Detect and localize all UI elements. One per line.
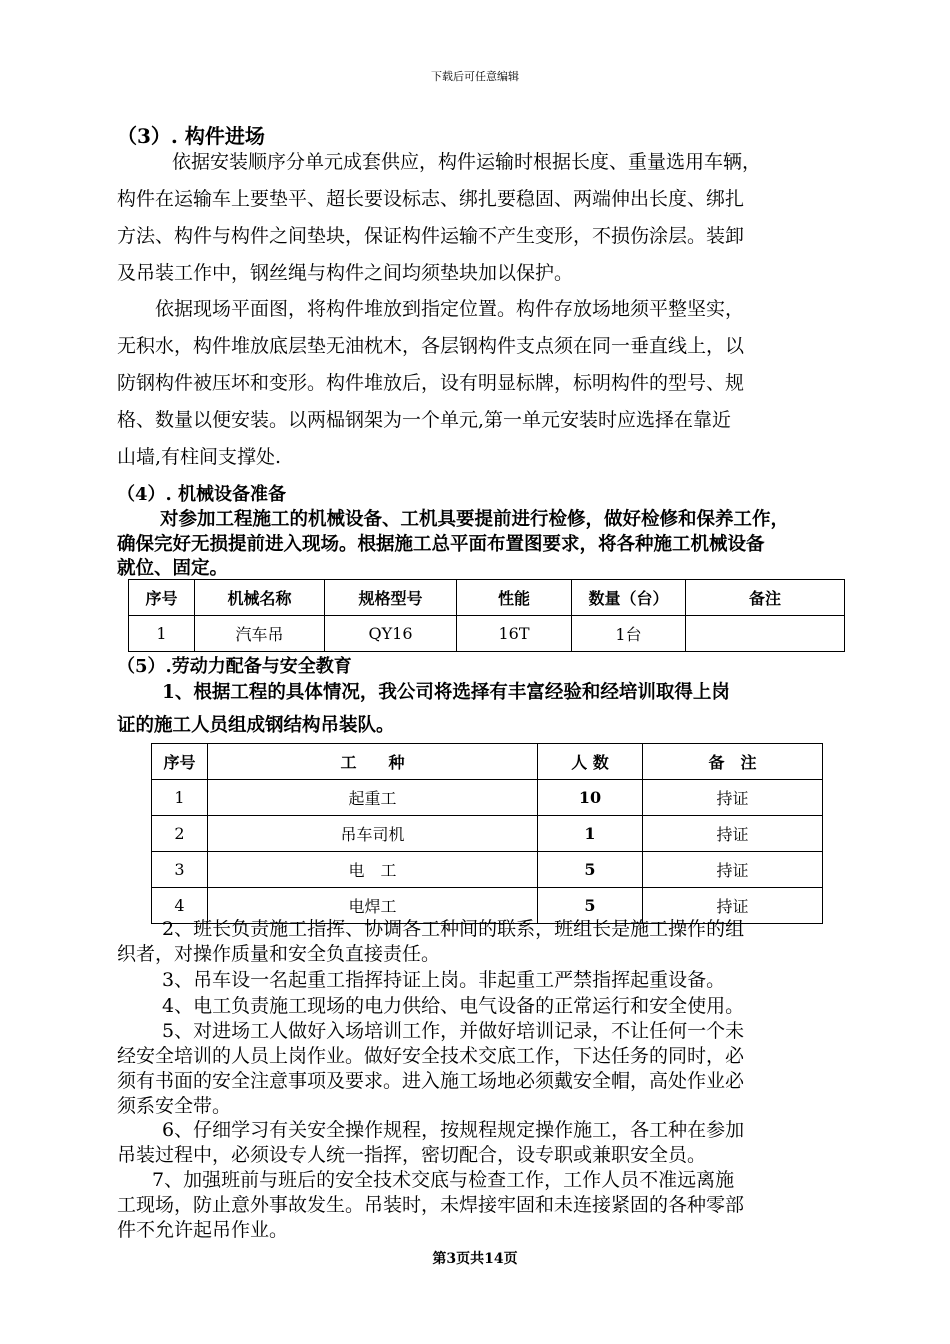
section-3-title: （3）. 构件进场 [117, 124, 265, 148]
table-row [152, 780, 823, 816]
s5-line: 件不允许起吊作业。 [117, 1219, 289, 1241]
s5-line: 3、吊车设一名起重工指挥持证上岗。非起重工严禁指挥起重设备。 [162, 969, 726, 991]
table-header-cell: 备注 [686, 580, 845, 616]
s5-line: 吊装过程中，必须设专人统一指挥，密切配合，设专职或兼职安全员。 [117, 1144, 707, 1166]
table-row [129, 616, 845, 652]
page-header: 下载后可任意编辑 [431, 70, 519, 83]
s5-line: 2、班长负责施工指挥、协调各工种间的联系，班组长是施工操作的组 [162, 918, 745, 940]
table-header-cell: 备 注 [643, 744, 823, 780]
table-cell: 1 [152, 780, 208, 816]
table-header-row [152, 744, 823, 780]
s3-line: 依据现场平面图，将构件堆放到指定位置。构件存放场地须平整坚实， [155, 298, 745, 320]
s5-line: 须系安全带。 [117, 1095, 232, 1117]
s3-line: 方法、构件与构件之间垫块，保证构件运输不产生变形，不损伤涂层。装卸 [117, 225, 745, 247]
equipment-table [128, 579, 845, 652]
s5-line: 织者，对操作质量和安全负直接责任。 [117, 943, 441, 965]
s5-line: 5、对进场工人做好入场培训工作，并做好培训记录，不让任何一个未 [162, 1020, 745, 1042]
s5-intro-line: 证的施工人员组成钢结构吊装队。 [117, 715, 395, 736]
labor-table [151, 743, 823, 924]
table-cell: QY16 [325, 616, 457, 652]
section-4-title: （4）. 机械设备准备 [117, 484, 287, 505]
table-cell: 1 [538, 816, 643, 852]
table-cell: 持证 [643, 816, 823, 852]
table-cell: 吊车司机 [208, 816, 538, 852]
table-cell: 1 [129, 616, 195, 652]
table-cell [686, 616, 845, 652]
table-cell: 汽车吊 [195, 616, 325, 652]
s3-line: 及吊装工作中，钢丝绳与构件之间均须垫块加以保护。 [117, 262, 574, 284]
table-row [152, 816, 823, 852]
table-cell: 4 [152, 888, 208, 924]
section-5-title: （5）.劳动力配备与安全教育 [117, 656, 352, 677]
s5-intro-line: 1、根据工程的具体情况，我公司将选择有丰富经验和经培训取得上岗 [162, 682, 730, 703]
s3-line: 构件在运输车上要垫平、超长要设标志、绑扎要稳固、两端伸出长度、绑扎 [117, 188, 745, 210]
table-cell: 5 [538, 888, 643, 924]
s5-line: 7、加强班前与班后的安全技术交底与检查工作，工作人员不准远离施 [152, 1169, 735, 1191]
s4-line: 确保完好无损提前进入现场。根据施工总平面布置图要求，将各种施工机械设备 [117, 534, 765, 555]
table-header-cell: 规格型号 [325, 580, 457, 616]
table-header-cell: 人 数 [538, 744, 643, 780]
s4-line: 就位、固定。 [117, 558, 229, 579]
table-cell: 1台 [572, 616, 686, 652]
page-footer: 第3页共14页 [432, 1251, 518, 1267]
table-row [152, 852, 823, 888]
table-cell: 16T [457, 616, 572, 652]
s4-line: 对参加工程施工的机械设备、工机具要提前进行检修，做好检修和保养工作， [160, 509, 790, 530]
s3-line: 防钢构件被压坏和变形。构件堆放后，设有明显标牌，标明构件的型号、规 [117, 372, 745, 394]
s5-line: 4、电工负责施工现场的电力供给、电气设备的正常运行和安全使用。 [162, 995, 745, 1017]
table-cell: 3 [152, 852, 208, 888]
table-header-cell: 性能 [457, 580, 572, 616]
table-cell: 电焊工 [208, 888, 538, 924]
s3-line: 无积水，构件堆放底层垫无油枕木，各层钢构件支点须在同一垂直线上，以 [117, 335, 745, 357]
table-header-cell: 工 种 [208, 744, 538, 780]
s5-line: 6、仔细学习有关安全操作规程，按规程规定操作施工，各工种在参加 [162, 1119, 745, 1141]
table-header-cell: 序号 [129, 580, 195, 616]
table-cell: 持证 [643, 780, 823, 816]
table-header-cell: 序号 [152, 744, 208, 780]
table-header-row [129, 580, 845, 616]
table-header-cell: 数量（台） [572, 580, 686, 616]
table-header-cell: 机械名称 [195, 580, 325, 616]
s3-line: 格、数量以便安装。以两榀钢架为一个单元,第一单元安装时应选择在靠近 [117, 409, 732, 431]
s5-line: 须有书面的安全注意事项及要求。进入施工场地必须戴安全帽，高处作业必 [117, 1070, 745, 1092]
s3-line: 山墙,有柱间支撑处. [117, 446, 282, 468]
table-cell: 5 [538, 852, 643, 888]
table-cell: 持证 [643, 888, 823, 924]
table-cell: 起重工 [208, 780, 538, 816]
s5-line: 工现场，防止意外事故发生。吊装时，未焊接牢固和未连接紧固的各种零部 [117, 1194, 745, 1216]
table-cell: 持证 [643, 852, 823, 888]
table-cell: 10 [538, 780, 643, 816]
table-cell: 2 [152, 816, 208, 852]
s3-line: 依据安装顺序分单元成套供应，构件运输时根据长度、重量选用车辆， [172, 151, 762, 173]
table-cell: 电 工 [208, 852, 538, 888]
s5-line: 经安全培训的人员上岗作业。做好安全技术交底工作，下达任务的同时，必 [117, 1045, 745, 1067]
